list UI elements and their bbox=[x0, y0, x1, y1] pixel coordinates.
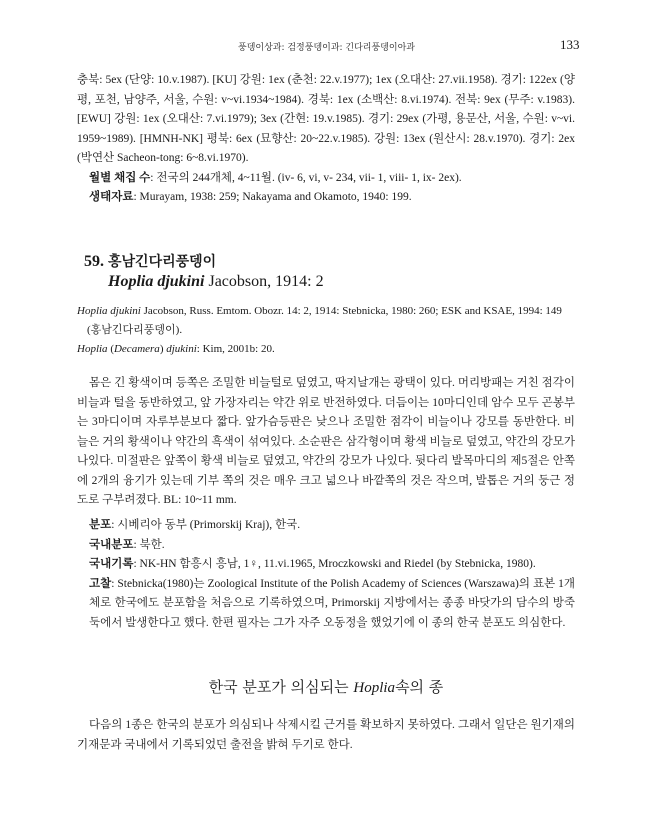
synonym-2-species: djukini bbox=[166, 343, 197, 355]
ecology-text: : Murayam, 1938: 259; Nakayama and Okamoto, 1940: 199. bbox=[133, 191, 412, 203]
species-description: 몸은 긴 황색이며 등쪽은 조밀한 비늘털로 덮였고, 딱지날개는 광택이 있다. 머리방패는 거친 점각이 비늘과 털을 동반하였고, 앞 가장자리는 약간 위로 반전하였다. 더듬이는 10마디인데 암수 모두 곤봉부는 3마디이며 자루부분보다 짧다. 앞가슴등판은 낮으나 조밀한 점각이 비늘이나 강모를 동반한다. 비늘은 거의 황색이나 약간의 흑색이 섞여있다. 소순판은 삼각형이며 황색 비늘로 덮였고, 약간의 강모가 나있다. 미절판은 앞쪽이 황색 비늘로 덮였고, 약간의 강모가 나있다. 뒷다리 발목마디의 제5절은 안쪽에 2개의 융기가 있는데 기부 쪽의 것은 매우 크고 넓으나 바깥쪽의 것은 작으며, 발톱은 거의 둥근 정도로 구부려졌다. BL: 10~11 mm. bbox=[77, 377, 575, 506]
ecology-data bbox=[77, 188, 575, 208]
remarks-text: : Stebnicka(1980)는 Zoological Institute of the Polish Academy of Sciences (Warszawa)의 표본 1개체로 한국에도 분포함을 처음으로 기록하였으며, Primorskij 지방에서는 종종 바닷가의 담수의 방죽 둑에서 발생한다고 했다. 한편 필자는 그가 자주 오동정을 했었기에 이 종의 한국 분포도 의심한다. bbox=[89, 577, 575, 629]
specimen-records-block bbox=[77, 71, 575, 208]
synonym-2-subgenus: Decamera bbox=[113, 343, 160, 355]
synonymy-entry-1 bbox=[77, 302, 575, 340]
distribution bbox=[77, 516, 575, 536]
synonymy-entry-2 bbox=[77, 340, 575, 359]
section-heading bbox=[0, 676, 652, 697]
page-number: 133 bbox=[560, 37, 580, 52]
section-heading-genus: Hoplia bbox=[353, 680, 396, 696]
species-korean-name: 홍남긴다리풍뎅이 bbox=[108, 254, 217, 270]
distribution-block bbox=[77, 516, 575, 633]
distribution-label: 분포 bbox=[89, 519, 112, 531]
running-header: 풍뎅이상과: 검정풍뎅이과: 긴다리풍뎅이아과 bbox=[238, 43, 415, 53]
korea-record bbox=[77, 555, 575, 575]
korea-distribution-label: 국내분포 bbox=[89, 538, 134, 551]
synonym-1-name: Hoplia djukini bbox=[77, 305, 141, 317]
monthly-collection-label: 월별 채집 수 bbox=[89, 171, 151, 184]
korea-record-text: : NK-HN 함흥시 흥남, 1♀, 11.vi.1965, Mroczkowski and Riedel (by Stebnicka, 1980). bbox=[133, 558, 536, 570]
monthly-collection-text: : 전국의 244개체, 4~11월. (iv- 6, vi, v- 234, vii- 1, viii- 1, ix- 2ex). bbox=[150, 171, 462, 184]
species-scientific-name: Hoplia djukini bbox=[108, 273, 205, 290]
synonym-2-genus: Hoplia bbox=[77, 343, 108, 355]
ecology-label: 생태자료 bbox=[89, 191, 134, 203]
korea-record-label: 국내기록 bbox=[89, 558, 134, 570]
remarks bbox=[77, 575, 575, 634]
monthly-collection bbox=[77, 169, 575, 189]
korea-distribution-text: : 북한. bbox=[133, 538, 165, 551]
specimen-records: 충북: 5ex (단양: 10.v.1987). [KU] 강원: 1ex (춘천: 22.v.1977); 1ex (오대산: 27.vii.1958). 경기: 122ex (양평, 포천, 남양주, 서울, 수원: v~vi.1934~1984). 경북: 1ex (소백산: 8.vi.1974). 전북: 9ex (무주: v.1983). [EWU] 강원: 1ex (오대산: 7.vi.1979); 3ex (간현: 19.v.1985). 경기: 29ex (가평, 용문산, 서울, 수원: v~vi. 1959~1989). [HMNH-NK] 평북: 6ex (묘향산: 20~22.v.1985). 강원: 13ex (원산시: 28.v.1970). 경기: 2ex (박연산 Sacheon-tong: 6~8.vi.1970). bbox=[77, 74, 575, 164]
synonym-2-paren-close: ) bbox=[159, 343, 167, 355]
korea-distribution bbox=[77, 536, 575, 556]
distribution-text: : 시베리아 동부 (Primorskij Kraj), 한국. bbox=[111, 519, 301, 531]
closing-paragraph: 다음의 1종은 한국의 분포가 의심되나 삭제시킬 근거를 확보하지 못하였다. 그래서 일단은 원기재의 기재문과 국내에서 기록되었던 출전을 밝혀 두기로 한다. bbox=[77, 719, 575, 751]
synonym-2-ref: : Kim, 2001b: 20. bbox=[196, 343, 275, 355]
species-number: 59. bbox=[84, 253, 104, 270]
remarks-label: 고찰 bbox=[89, 577, 112, 590]
section-heading-part-2: 속의 종 bbox=[395, 678, 444, 696]
synonym-2-paren-open: ( bbox=[107, 343, 114, 355]
synonymy-block bbox=[77, 302, 575, 359]
section-heading-part-1: 한국 분포가 의심되는 bbox=[208, 678, 354, 696]
synonym-1-text: Jacobson, Russ. Emtom. Obozr. 14: 2, 1914: Stebnicka, 1980: 260; ESK and KSAE, 1994: 149 (홍남긴다리풍뎅이). bbox=[87, 305, 562, 336]
species-heading bbox=[84, 252, 324, 292]
species-authority: Jacobson, 1914: 2 bbox=[204, 273, 324, 290]
